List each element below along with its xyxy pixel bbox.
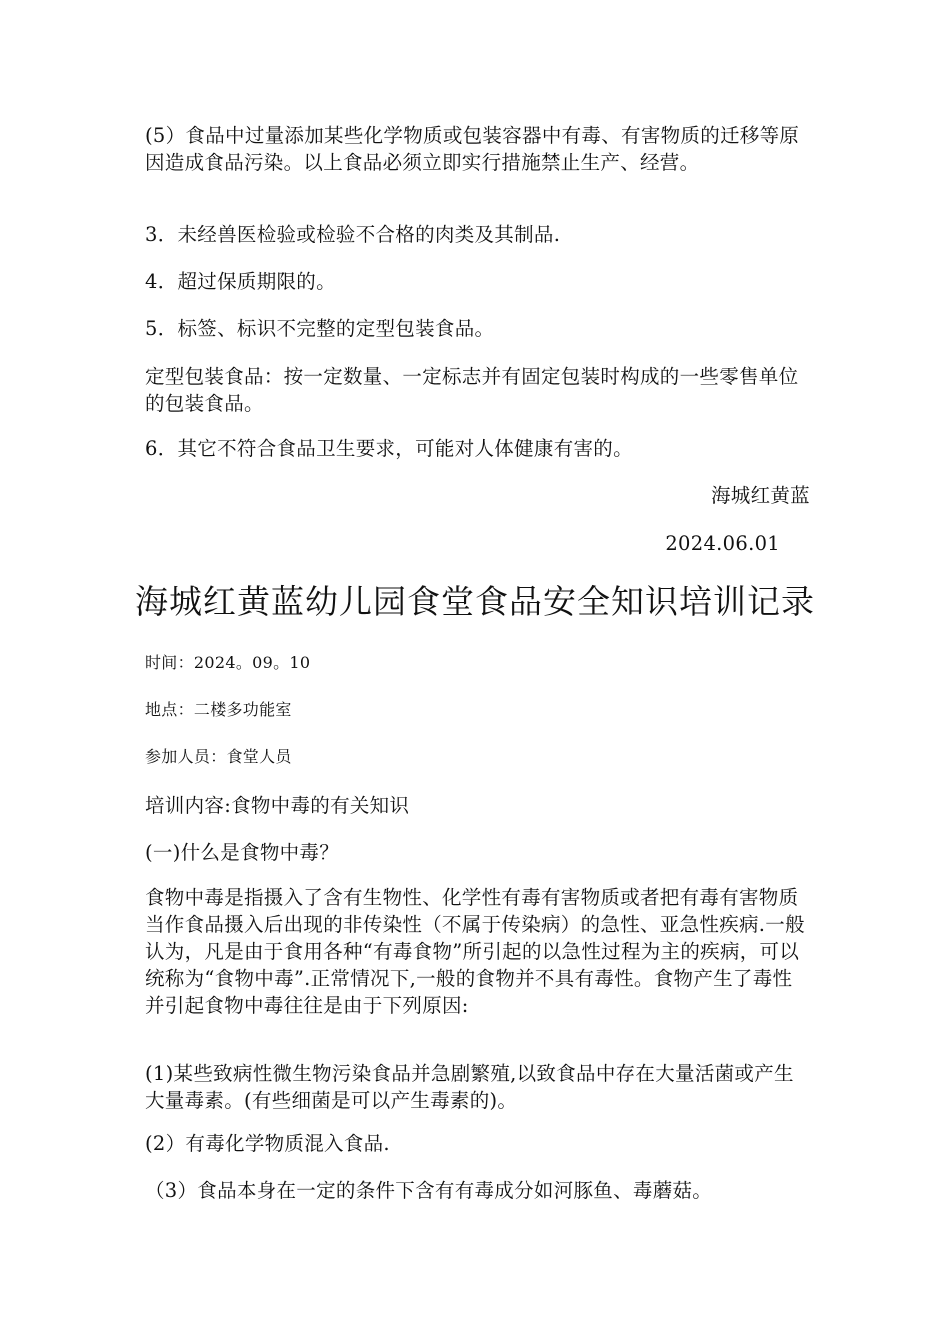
signature-date: 2024.06.01 bbox=[665, 532, 780, 555]
paragraph-item5-contamination: (5）食品中过量添加某些化学物质或包装容器中有毒、有害物质的迁移等原因造成食品污染。以上食品必须立即实行措施禁止生产、经营。 bbox=[145, 124, 800, 174]
paragraph-item4-expired: 4．超过保质期限的。 bbox=[145, 270, 336, 293]
record-place: 地点：二楼多功能室 bbox=[145, 700, 292, 719]
paragraph-definition-food-poisoning: 食物中毒是指摄入了含有生物性、化学性有毒有害物质或者把有毒有害物质当作食品摄入后出现的非传染性（不属于传染病）的急性、亚急性疾病.一般认为，凡是由于食用各种“有毒食物”所引起的以急性过程为主的疾病，可以统称为“食物中毒”.正常情况下,一般的食物并不具有毒性。食物产生了毒性并引起食物中毒往往是由于下列原因: bbox=[145, 886, 805, 1017]
record-time: 时间：2024。09。10 bbox=[145, 653, 311, 672]
paragraph-cause-3: （3）食品本身在一定的条件下含有有毒成分如河豚鱼、毒蘑菇。 bbox=[145, 1179, 713, 1202]
paragraph-item3-meat: 3．未经兽医检验或检验不合格的肉类及其制品. bbox=[145, 223, 561, 246]
paragraph-definition: 定型包装食品：按一定数量、一定标志并有固定包装时构成的一些零售单位的包装食品。 bbox=[145, 365, 799, 415]
paragraph-item6-other: 6．其它不符合食品卫生要求，可能对人体健康有害的。 bbox=[145, 437, 633, 460]
record-attendees: 参加人员：食堂人员 bbox=[145, 747, 292, 766]
training-content: 培训内容:食物中毒的有关知识 bbox=[145, 794, 410, 817]
paragraph-cause-2: (2）有毒化学物质混入食品. bbox=[145, 1132, 390, 1155]
signature: 海城红黄蓝 bbox=[710, 484, 810, 507]
paragraph-item5-labels: 5．标签、标识不完整的定型包装食品。 bbox=[145, 317, 495, 340]
page-title: 海城红黄蓝幼儿园食堂食品安全知识培训记录 bbox=[135, 582, 815, 621]
section-question: (一)什么是食物中毒？ bbox=[145, 841, 340, 864]
paragraph-cause-1: (1)某些致病性微生物污染食品并急剧繁殖,以致食品中存在大量活菌或产生大量毒素。(有些细菌是可以产生毒素的)。 bbox=[145, 1062, 794, 1112]
